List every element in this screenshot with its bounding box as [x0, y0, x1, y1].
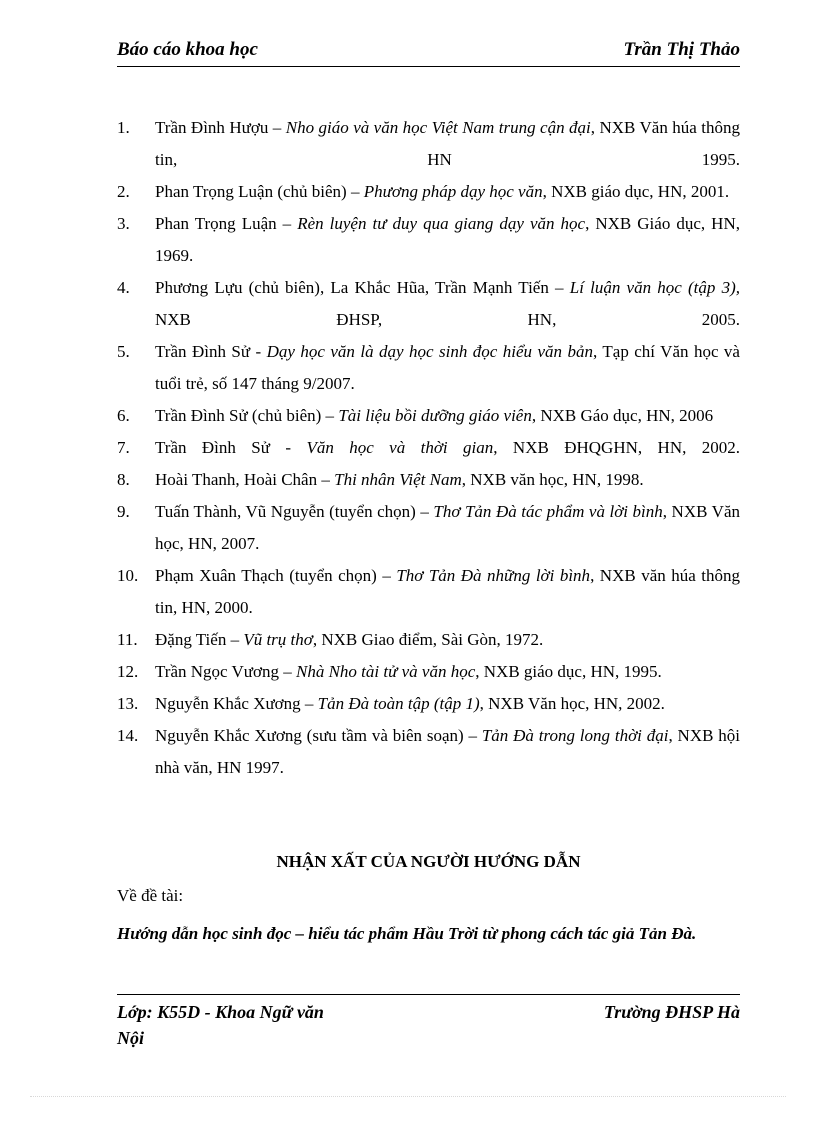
- reference-title: Thơ Tản Đà tác phẩm và lời bình: [433, 502, 663, 521]
- reference-title: Tản Đà toàn tập (tập 1): [317, 694, 480, 713]
- reference-list: [117, 112, 740, 784]
- header-left-title: Báo cáo khoa học: [117, 39, 258, 60]
- reference-item: [117, 720, 740, 784]
- reference-title: Vũ trụ thơ: [243, 630, 313, 649]
- reference-number: 1.: [117, 118, 130, 137]
- reference-text: [155, 624, 740, 656]
- reference-number: 9.: [117, 502, 130, 521]
- reference-author: Phan Trọng Luận (chủ biên) –: [155, 182, 364, 201]
- reference-text: [155, 400, 740, 432]
- reference-item: [117, 176, 740, 208]
- reference-title: Thơ Tản Đà những lời bình: [396, 566, 591, 585]
- reference-author: Trần Đình Sử -: [155, 438, 307, 457]
- reference-number: 5.: [117, 342, 130, 361]
- reference-number: 4.: [117, 278, 130, 297]
- reference-title: Nho giáo và văn học Việt Nam trung cận đại: [285, 118, 591, 137]
- reference-text: [155, 560, 740, 624]
- reference-author: Phương Lựu (chủ biên), La Khắc Hũa, Trần Mạnh Tiến –: [155, 278, 570, 297]
- reference-item: [117, 336, 740, 400]
- reference-title: Tài liệu bồi dưỡng giáo viên: [338, 406, 532, 425]
- reference-text: [155, 176, 740, 208]
- reference-text: [155, 496, 740, 560]
- reference-title: Lí luận văn học (tập 3),: [569, 278, 740, 297]
- reference-item: [117, 560, 740, 624]
- reference-author: Trần Đình Sử -: [155, 342, 267, 361]
- reference-author: Trần Ngọc Vương –: [155, 662, 296, 681]
- reference-number: 8.: [117, 470, 130, 489]
- reference-author: Hoài Thanh, Hoài Chân –: [155, 470, 335, 489]
- reference-title: Tản Đà trong long thời đại: [481, 726, 669, 745]
- reference-number: 7.: [117, 438, 130, 457]
- reference-publisher: , NXB Giáo dục, HN, 1969.: [155, 214, 740, 265]
- reference-publisher: , NXB Văn học, HN, 2007.: [155, 502, 740, 553]
- reference-text: [155, 432, 740, 464]
- reference-number: 13.: [117, 694, 139, 713]
- reference-publisher: , NXB giáo dục, HN, 1995.: [475, 662, 662, 681]
- reference-publisher: , NXB văn học, HN, 1998.: [461, 470, 644, 489]
- footer-school-continuation: Nội: [117, 1028, 144, 1048]
- reference-text: [155, 688, 740, 720]
- topic-label: Về đề tài:: [117, 886, 184, 905]
- topic-text: Hướng dẫn học sinh đọc – hiểu tác phẩm Hầu Trời từ phong cách tác giả Tản Đà.: [117, 924, 697, 943]
- reference-publisher: , NXB giáo dục, HN, 2001.: [542, 182, 730, 201]
- footer-class-info: Lớp: K55D - Khoa Ngữ văn: [117, 1002, 324, 1022]
- reference-publisher: , NXB ĐHQGHN, HN, 2002.: [493, 438, 741, 457]
- reference-title: Dạy học văn là dạy học sinh đọc hiểu văn bản: [266, 342, 593, 361]
- reference-number: 10.: [117, 566, 139, 585]
- reference-item: [117, 112, 740, 176]
- reference-author: Trần Đình Sử (chủ biên) –: [155, 406, 339, 425]
- reference-number: 3.: [117, 214, 130, 233]
- page-header: [117, 36, 740, 67]
- header-author: Trần Thị Thảo: [623, 39, 740, 60]
- reference-author: Phan Trọng Luận –: [155, 214, 298, 233]
- reference-author: Nguyễn Khắc Xương (sưu tầm và biên soạn) –: [155, 726, 482, 745]
- reference-author: Trần Đình Hượu –: [155, 118, 286, 137]
- reference-title: Văn học và thời gian: [306, 438, 494, 457]
- reference-publisher: , NXB văn húa thông tin, HN, 2000.: [155, 566, 740, 617]
- reference-item: [117, 656, 740, 688]
- reference-number: 11.: [117, 630, 138, 649]
- reference-item: [117, 272, 740, 336]
- page-bottom-dotted-rule: [30, 1096, 786, 1097]
- reference-title: Thi nhân Việt Nam: [334, 470, 462, 489]
- reference-text: [155, 720, 740, 784]
- reference-text: [155, 208, 740, 272]
- reference-publisher: , NXB hội nhà văn, HN 1997.: [155, 726, 740, 777]
- reference-item: [117, 432, 740, 464]
- reference-number: 12.: [117, 662, 139, 681]
- reference-number: 6.: [117, 406, 130, 425]
- reference-publisher: , Tạp chí Văn học và tuổi trẻ, số 147 tháng 9/2007.: [155, 342, 740, 393]
- reference-title: Nhà Nho tài tử và văn học: [296, 662, 476, 681]
- reference-item: [117, 208, 740, 272]
- reference-author: Tuấn Thành, Vũ Nguyễn (tuyển chọn) –: [155, 502, 434, 521]
- reference-item: [117, 688, 740, 720]
- reference-author: Phạm Xuân Thạch (tuyển chọn) –: [155, 566, 397, 585]
- reference-publisher: , NXB Văn húa thông tin, HN 1995.: [155, 118, 740, 169]
- reference-item: [117, 464, 740, 496]
- reference-publisher: , NXB Văn học, HN, 2002.: [479, 694, 665, 713]
- section-title: NHẬN XẤT CỦA NGƯỜI HƯỚNG DẪN: [276, 852, 581, 871]
- reference-item: [117, 496, 740, 560]
- reference-number: 2.: [117, 182, 130, 201]
- reference-publisher: , NXB Gáo dục, HN, 2006: [531, 406, 714, 425]
- reference-title: Rèn luyện tư duy qua giang dạy văn học: [297, 214, 586, 233]
- reference-text: [155, 336, 740, 400]
- reference-title: Phương pháp dạy học văn: [363, 182, 543, 201]
- reference-text: [155, 112, 740, 176]
- reference-text: [155, 656, 740, 688]
- reference-author: Nguyễn Khắc Xương –: [155, 694, 318, 713]
- reference-number: 14.: [117, 726, 139, 745]
- reference-text: [155, 464, 740, 496]
- reference-author: Đặng Tiến –: [155, 630, 244, 649]
- reference-text: [155, 272, 740, 336]
- footer-divider: [117, 994, 740, 995]
- reference-item: [117, 400, 740, 432]
- reference-publisher: NXB ĐHSP, HN, 2005.: [155, 310, 740, 329]
- reference-publisher: , NXB Giao điểm, Sài Gòn, 1972.: [312, 630, 544, 649]
- footer-school: Trường ĐHSP Hà: [603, 1002, 740, 1022]
- reference-item: [117, 624, 740, 656]
